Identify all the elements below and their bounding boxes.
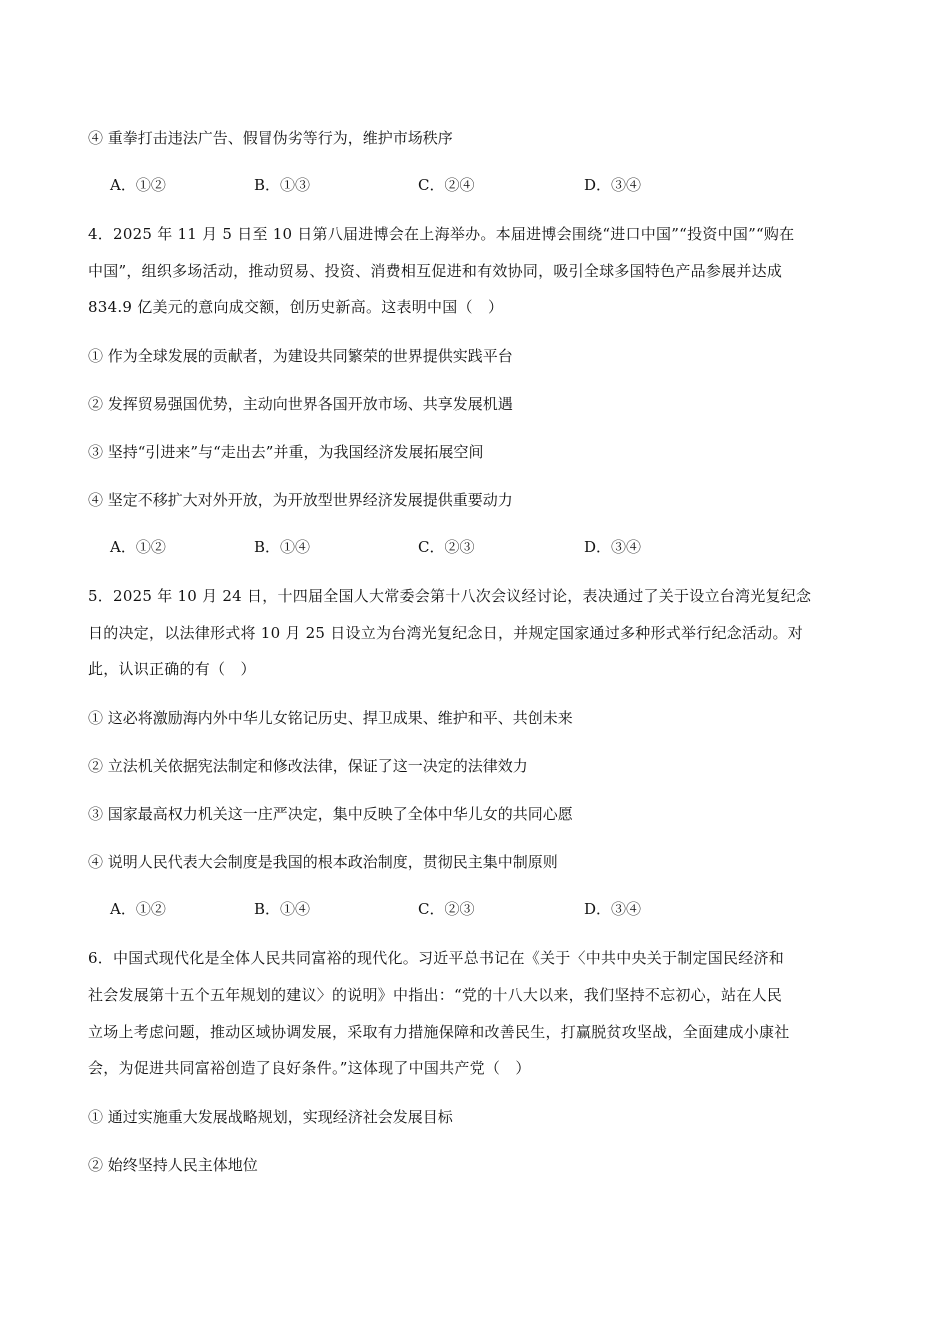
q5-statement-1: ① 这必将激励海内外中华儿女铭记历史、捍卫成果、维护和平、共创未来 [88,709,573,727]
q5-statement-3: ③ 国家最高权力机关这一庄严决定，集中反映了全体中华儿女的共同心愿 [88,805,573,823]
q5-stem-line-1: 5．2025 年 10 月 24 日，十四届全国人大常委会第十八次会议经讨论，表决通过了关于设立台湾光复纪念 [88,587,812,605]
q4-option-b[interactable]: B．①④ [254,538,311,556]
q5-option-b[interactable]: B．①④ [254,900,311,918]
q6-stem-line-1: 6．中国式现代化是全体人民共同富裕的现代化。习近平总书记在《关于〈中共中央关于制定国民经济和 [88,949,785,967]
q6-statement-2: ② 始终坚持人民主体地位 [88,1156,258,1174]
q5-option-c[interactable]: C．②③ [418,900,475,918]
q6-statement-1: ① 通过实施重大发展战略规划，实现经济社会发展目标 [88,1108,453,1126]
q4-option-c[interactable]: C．②③ [418,538,475,556]
q6-stem-line-4: 会，为促进共同富裕创造了良好条件。”这体现了中国共产党（ ） [88,1059,531,1077]
q4-stem-line-1: 4．2025 年 11 月 5 日至 10 日第八届进博会在上海举办。本届进博会围绕“进口中国”“投资中国”“购在 [88,225,795,243]
q3-option-a[interactable]: A．①② [110,176,166,194]
q4-statement-3: ③ 坚持“引进来”与“走出去”并重，为我国经济发展拓展空间 [88,443,484,461]
q6-stem-line-2: 社会发展第十五个五年规划的建议〉的说明》中指出：“党的十八大以来，我们坚持不忘初心，站在人民 [88,986,783,1004]
q4-stem-line-3: 834.9 亿美元的意向成交额，创历史新高。这表明中国（ ） [88,298,504,316]
q5-option-a[interactable]: A．①② [110,900,166,918]
q3-option-c[interactable]: C．②④ [418,176,475,194]
q3-option-b[interactable]: B．①③ [254,176,311,194]
q4-option-d[interactable]: D．③④ [584,538,642,556]
q4-options [0,537,950,557]
q5-stem-line-2: 日的决定，以法律形式将 10 月 25 日设立为台湾光复纪念日，并规定国家通过多种形式举行纪念活动。对 [88,624,804,642]
q5-statement-4: ④ 说明人民代表大会制度是我国的根本政治制度，贯彻民主集中制原则 [88,853,558,871]
q3-statement-4: ④ 重拳打击违法广告、假冒伪劣等行为，维护市场秩序 [88,129,453,147]
q5-options [0,899,950,919]
q4-statement-1: ① 作为全球发展的贡献者，为建设共同繁荣的世界提供实践平台 [88,347,513,365]
q4-option-a[interactable]: A．①② [110,538,166,556]
q4-statement-4: ④ 坚定不移扩大对外开放，为开放型世界经济发展提供重要动力 [88,491,513,509]
q6-stem-line-3: 立场上考虑问题，推动区域协调发展，采取有力措施保障和改善民生，打赢脱贫攻坚战，全面建成小康社 [88,1023,790,1041]
q4-statement-2: ② 发挥贸易强国优势，主动向世界各国开放市场、共享发展机遇 [88,395,513,413]
q5-stem-line-3: 此，认识正确的有（ ） [88,660,256,678]
q5-statement-2: ② 立法机关依据宪法制定和修改法律，保证了这一决定的法律效力 [88,757,528,775]
q5-option-d[interactable]: D．③④ [584,900,642,918]
q3-option-d[interactable]: D．③④ [584,176,642,194]
q3-options [0,175,950,195]
q4-stem-line-2: 中国”，组织多场活动，推动贸易、投资、消费相互促进和有效协同，吸引全球多国特色产品参展并达成 [88,262,783,280]
